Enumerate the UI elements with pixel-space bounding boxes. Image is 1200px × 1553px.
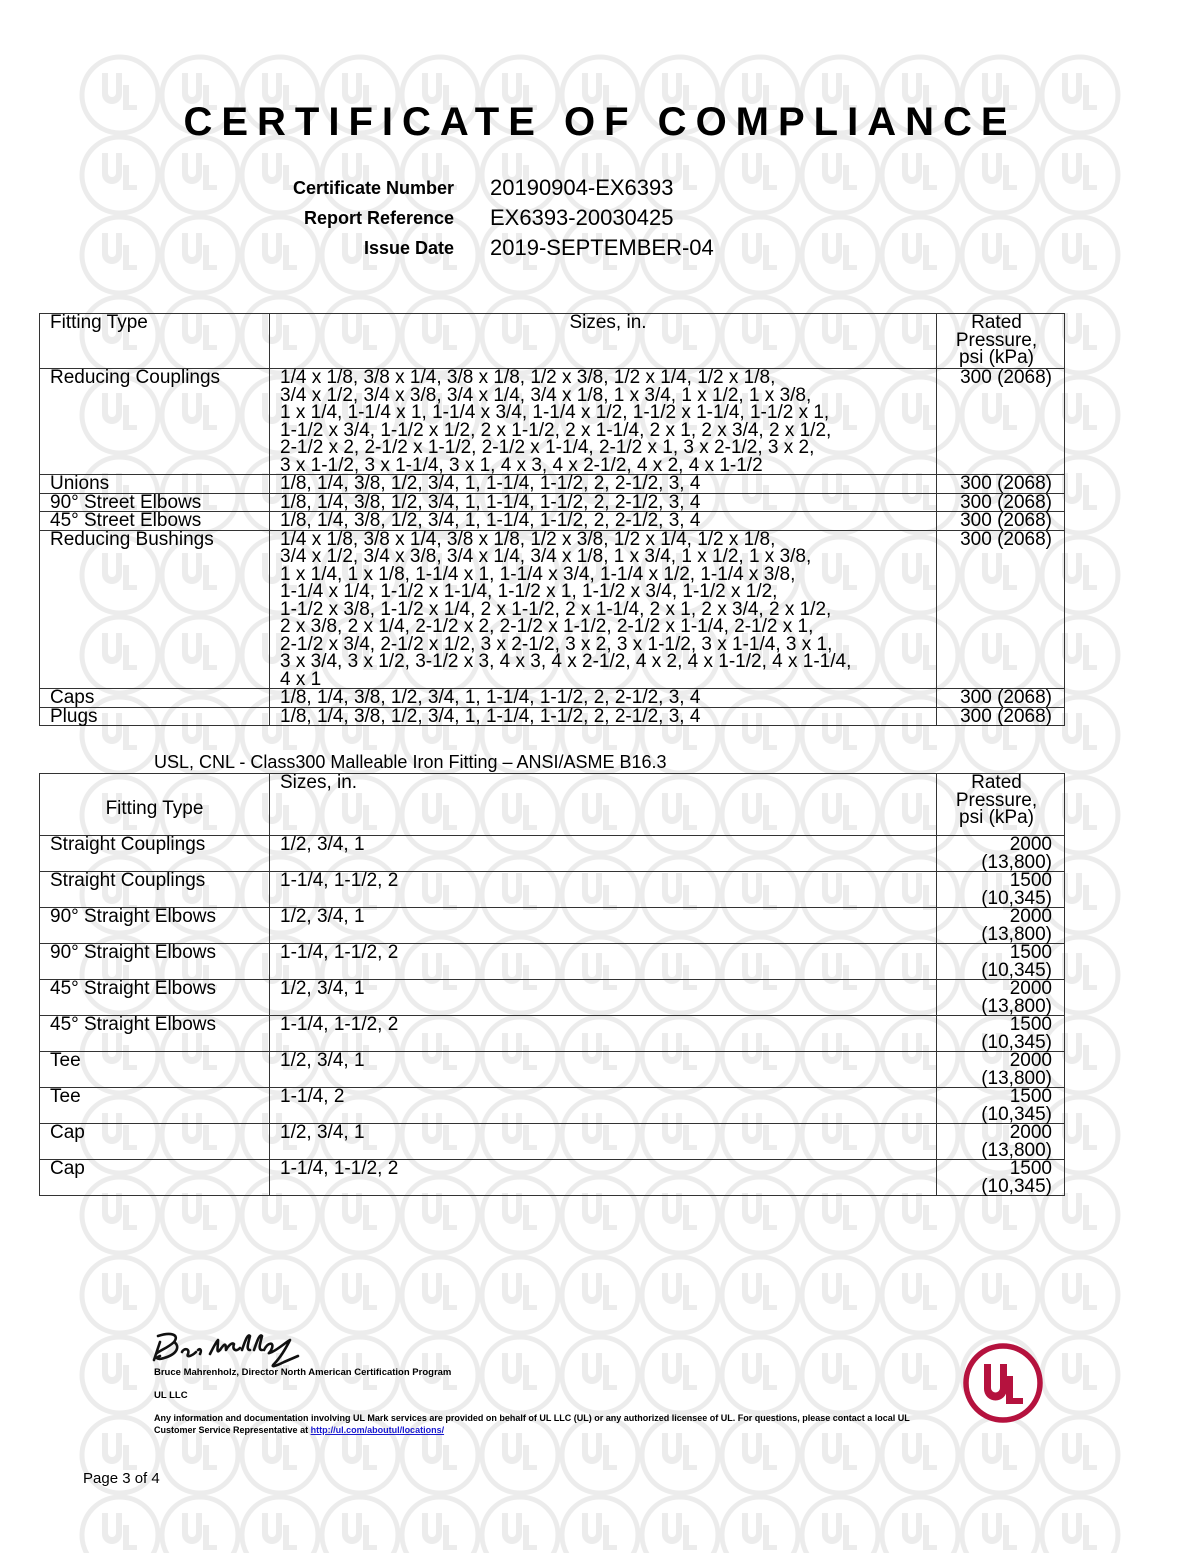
rated-pressure-cell: 1500 (10,345) — [937, 1016, 1065, 1052]
rated-pressure-cell: 1500 (10,345) — [937, 1160, 1065, 1196]
header-rated-pressure: Rated Pressure, psi (kPa) — [937, 774, 1065, 836]
header-sizes: Sizes, in. — [270, 774, 937, 836]
rated-pressure-cell: 300 (2068) — [937, 530, 1065, 689]
rated-pressure-cell: 2000 (13,800) — [937, 1124, 1065, 1160]
ul-watermark-mark — [1042, 137, 1118, 213]
table-row — [40, 1088, 1065, 1124]
ul-watermark-mark — [882, 1257, 958, 1333]
ul-watermark-mark — [882, 1337, 958, 1413]
ul-watermark-mark — [802, 1497, 878, 1553]
ul-watermark-mark — [722, 217, 798, 293]
ul-locations-link[interactable]: http://ul.com/aboutul/locations/ — [310, 1424, 445, 1435]
rated-pressure-cell: 2000 (13,800) — [937, 980, 1065, 1016]
rated-pressure-cell: 2000 (13,800) — [937, 908, 1065, 944]
fitting-type-cell: 45° Street Elbows — [40, 512, 270, 531]
sizes-cell: 1-1/4, 1-1/2, 2 — [270, 1160, 937, 1196]
rated-pressure-cell: 300 (2068) — [937, 689, 1065, 708]
sizes-cell: 1-1/4, 1-1/2, 2 — [270, 944, 937, 980]
ul-watermark-mark — [962, 1497, 1038, 1553]
fitting-type-cell: Straight Couplings — [40, 872, 270, 908]
ul-watermark-mark — [162, 137, 238, 213]
ul-watermark-mark — [562, 1337, 638, 1413]
certificate-number-row — [270, 173, 714, 203]
fitting-type-cell: Straight Couplings — [40, 836, 270, 872]
rated-pressure-cell: 2000 (13,800) — [937, 1052, 1065, 1088]
ul-watermark-mark — [962, 1417, 1038, 1493]
fitting-type-cell: 45° Straight Elbows — [40, 980, 270, 1016]
ul-watermark-mark — [722, 1337, 798, 1413]
ul-watermark-mark — [162, 1497, 238, 1553]
table-row — [40, 369, 1065, 475]
rated-pressure-cell: 300 (2068) — [937, 493, 1065, 512]
signature-image — [150, 1328, 310, 1368]
ul-watermark-mark — [162, 1257, 238, 1333]
rated-pressure-cell: 300 (2068) — [937, 369, 1065, 475]
ul-watermark-mark — [1042, 1417, 1118, 1493]
table-row — [40, 493, 1065, 512]
ul-watermark-mark — [82, 1337, 158, 1413]
ul-watermark-mark — [802, 1257, 878, 1333]
ul-watermark-mark — [642, 1337, 718, 1413]
sizes-cell: 1/2, 3/4, 1 — [270, 836, 937, 872]
table-row — [40, 872, 1065, 908]
sizes-cell: 1-1/4, 1-1/2, 2 — [270, 872, 937, 908]
certificate-title: CERTIFICATE OF COMPLIANCE — [183, 100, 1017, 144]
ul-watermark-mark — [882, 1497, 958, 1553]
fitting-type-cell: Plugs — [40, 707, 270, 726]
ul-watermark-mark — [882, 137, 958, 213]
table-row — [40, 512, 1065, 531]
table-row — [40, 475, 1065, 494]
issue-date-value: 2019-SEPTEMBER-04 — [490, 235, 714, 260]
header-fitting-type: Fitting Type — [40, 314, 270, 369]
rated-pressure-cell: 300 (2068) — [937, 475, 1065, 494]
ul-watermark-mark — [962, 137, 1038, 213]
ul-watermark-mark — [402, 1257, 478, 1333]
ul-watermark-mark — [322, 1257, 398, 1333]
sizes-cell: 1-1/4, 1-1/2, 2 — [270, 1016, 937, 1052]
sizes-cell: 1/4 x 1/8, 3/8 x 1/4, 3/8 x 1/8, 1/2 x 3/8, 1/2 x 1/4, 1/2 x 1/8, 3/4 x 1/2, 3/4 x 3/8, 3/4 x 1/4, 3/4 x 1/8, 1 x 3/4, 1 x 1/2, 1 x 3/8, 1 x 1/4, 1-1/4 x 1, 1-1/4 x 3/4, 1-1/4 x 1/2, 1-1/2 x 1-1/4, 1-1/2 x 1, 1-1/2 x 3/4, 1-1/2 x 1/2, 2 x 1-1/2, 2 x 1-1/4, 2 x 1, 2 x 3/4, 2 x 1/2, 2-1/2 x 2, 2-1/2 x 1-1/2, 2-1/2 x 1-1/4, 2-1/2 x 1, 3 x 2-1/2, 3 x 2, 3 x 1-1/2, 3 x 1-1/4, 3 x 1, 4 x 3, 4 x 2-1/2, 4 x 2, 4 x 1-1/2 — [270, 369, 937, 475]
fitting-type-cell: Reducing Couplings — [40, 369, 270, 475]
ul-watermark-mark — [82, 137, 158, 213]
table-row — [40, 707, 1065, 726]
rated-pressure-cell: 1500 (10,345) — [937, 872, 1065, 908]
sizes-cell: 1/8, 1/4, 3/8, 1/2, 3/4, 1, 1-1/4, 1-1/2, 2, 2-1/2, 3, 4 — [270, 689, 937, 708]
table-row — [40, 530, 1065, 689]
sizes-cell: 1/2, 3/4, 1 — [270, 1052, 937, 1088]
ul-watermark-mark — [722, 1257, 798, 1333]
ul-watermark-mark — [1042, 1257, 1118, 1333]
ul-watermark-mark — [642, 1497, 718, 1553]
fitting-type-cell: Tee — [40, 1088, 270, 1124]
fittings-table-malleable-iron — [39, 773, 1065, 1196]
ul-watermark-mark — [482, 1257, 558, 1333]
ul-watermark-mark — [402, 1497, 478, 1553]
ul-logo-icon — [962, 1342, 1044, 1424]
disclaimer-body: Any information and documentation involving UL Mark services are provided on behalf of UL LLC (UL) or any authorized licensee of UL. For questions, please contact a local UL Customer Service Representative at — [154, 1413, 910, 1435]
disclaimer-text — [154, 1413, 914, 1436]
sizes-cell: 1/8, 1/4, 3/8, 1/2, 3/4, 1, 1-1/4, 1-1/2, 2, 2-1/2, 3, 4 — [270, 493, 937, 512]
table-row — [40, 908, 1065, 944]
ul-watermark-mark — [162, 217, 238, 293]
ul-watermark-mark — [642, 1257, 718, 1333]
fitting-type-cell: Cap — [40, 1160, 270, 1196]
fitting-type-cell: Tee — [40, 1052, 270, 1088]
fitting-type-cell: 90° Street Elbows — [40, 493, 270, 512]
ul-watermark-mark — [482, 1337, 558, 1413]
table-row — [40, 1052, 1065, 1088]
rated-pressure-cell: 2000 (13,800) — [937, 836, 1065, 872]
ul-watermark-mark — [322, 1497, 398, 1553]
fittings-table-class-300-pressure — [39, 313, 1065, 726]
table-header-row — [40, 314, 1065, 369]
ul-watermark-mark — [1042, 217, 1118, 293]
header-fitting-type: Fitting Type — [40, 774, 270, 836]
ul-watermark-mark — [802, 217, 878, 293]
sizes-cell: 1/8, 1/4, 3/8, 1/2, 3/4, 1, 1-1/4, 1-1/2, 2, 2-1/2, 3, 4 — [270, 707, 937, 726]
sizes-cell: 1/8, 1/4, 3/8, 1/2, 3/4, 1, 1-1/4, 1-1/2, 2, 2-1/2, 3, 4 — [270, 512, 937, 531]
fitting-type-cell: 90° Straight Elbows — [40, 944, 270, 980]
report-reference-row — [270, 203, 714, 233]
table-row — [40, 944, 1065, 980]
table-row — [40, 1160, 1065, 1196]
sizes-cell: 1/2, 3/4, 1 — [270, 980, 937, 1016]
signatory-organization: UL LLC — [154, 1390, 188, 1401]
report-reference-label: Report Reference — [303, 207, 454, 228]
fitting-type-cell: 45° Straight Elbows — [40, 1016, 270, 1052]
ul-watermark-mark — [802, 1337, 878, 1413]
report-reference-value: EX6393-20030425 — [490, 205, 674, 230]
ul-watermark-mark — [722, 137, 798, 213]
table-row — [40, 1016, 1065, 1052]
ul-watermark-mark — [1042, 1337, 1118, 1413]
table2-caption: USL, CNL - Class300 Malleable Iron Fitting – ANSI/ASME B16.3 — [154, 752, 667, 772]
ul-watermark-mark — [482, 1497, 558, 1553]
ul-watermark-mark — [1042, 1497, 1118, 1553]
table-row — [40, 836, 1065, 872]
issue-date-row — [270, 233, 714, 263]
sizes-cell: 1/2, 3/4, 1 — [270, 908, 937, 944]
ul-watermark-mark — [962, 1257, 1038, 1333]
ul-watermark-mark — [242, 1257, 318, 1333]
sizes-cell: 1-1/4, 2 — [270, 1088, 937, 1124]
rated-pressure-cell: 300 (2068) — [937, 707, 1065, 726]
sizes-cell: 1/4 x 1/8, 3/8 x 1/4, 3/8 x 1/8, 1/2 x 3/8, 1/2 x 1/4, 1/2 x 1/8, 3/4 x 1/2, 3/4 x 3/8, 3/4 x 1/4, 3/4 x 1/8, 1 x 3/4, 1 x 1/2, 1 x 3/8, 1 x 1/4, 1 x 1/8, 1-1/4 x 1, 1-1/4 x 3/4, 1-1/4 x 1/2, 1-1/4 x 3/8, 1-1/4 x 1/4, 1-1/2 x 1-1/4, 1-1/2 x 1, 1-1/2 x 3/4, 1-1/2 x 1/2, 1-1/2 x 3/8, 1-1/2 x 1/4, 2 x 1-1/2, 2 x 1-1/4, 2 x 1, 2 x 3/4, 2 x 1/2, 2 x 3/8, 2 x 1/4, 2-1/2 x 2, 2-1/2 x 1-1/2, 2-1/2 x 1-1/4, 2-1/2 x 1, 2-1/2 x 3/4, 2-1/2 x 1/2, 3 x 2-1/2, 3 x 2, 3 x 1-1/2, 3 x 1-1/4, 3 x 1, 3 x 3/4, 3 x 1/2, 3-1/2 x 3, 4 x 3, 4 x 2-1/2, 4 x 2, 4 x 1-1/2, 4 x 1-1/4, 4 x 1 — [270, 530, 937, 689]
table-header-row — [40, 774, 1065, 836]
table-row — [40, 689, 1065, 708]
table-row — [40, 1124, 1065, 1160]
rated-pressure-cell: 1500 (10,345) — [937, 1088, 1065, 1124]
fitting-type-cell: Unions — [40, 475, 270, 494]
table-row — [40, 980, 1065, 1016]
signatory-name-title: Bruce Mahrenholz, Director North American Certification Program — [154, 1367, 452, 1378]
certificate-number-label: Certificate Number — [292, 177, 454, 198]
rated-pressure-cell: 1500 (10,345) — [937, 944, 1065, 980]
fitting-type-cell: Caps — [40, 689, 270, 708]
rated-pressure-cell: 300 (2068) — [937, 512, 1065, 531]
issue-date-label: Issue Date — [363, 237, 454, 258]
sizes-cell: 1/2, 3/4, 1 — [270, 1124, 937, 1160]
ul-watermark-mark — [82, 1257, 158, 1333]
ul-watermark-mark — [82, 217, 158, 293]
header-sizes: Sizes, in. — [270, 314, 937, 369]
certificate-meta — [270, 173, 714, 263]
fitting-type-cell: 90° Straight Elbows — [40, 908, 270, 944]
fitting-type-cell: Cap — [40, 1124, 270, 1160]
ul-watermark-mark — [562, 1257, 638, 1333]
page-number: Page 3 of 4 — [83, 1470, 160, 1487]
ul-watermark-mark — [882, 217, 958, 293]
certificate-number-value: 20190904-EX6393 — [490, 175, 674, 200]
ul-watermark-mark — [562, 1497, 638, 1553]
sizes-cell: 1/8, 1/4, 3/8, 1/2, 3/4, 1, 1-1/4, 1-1/2, 2, 2-1/2, 3, 4 — [270, 475, 937, 494]
ul-watermark-mark — [802, 137, 878, 213]
fitting-type-cell: Reducing Bushings — [40, 530, 270, 689]
ul-watermark-mark — [962, 217, 1038, 293]
ul-watermark-mark — [82, 1497, 158, 1553]
ul-watermark-mark — [722, 1497, 798, 1553]
ul-watermark-mark — [242, 1497, 318, 1553]
header-rated-pressure: Rated Pressure, psi (kPa) — [937, 314, 1065, 369]
